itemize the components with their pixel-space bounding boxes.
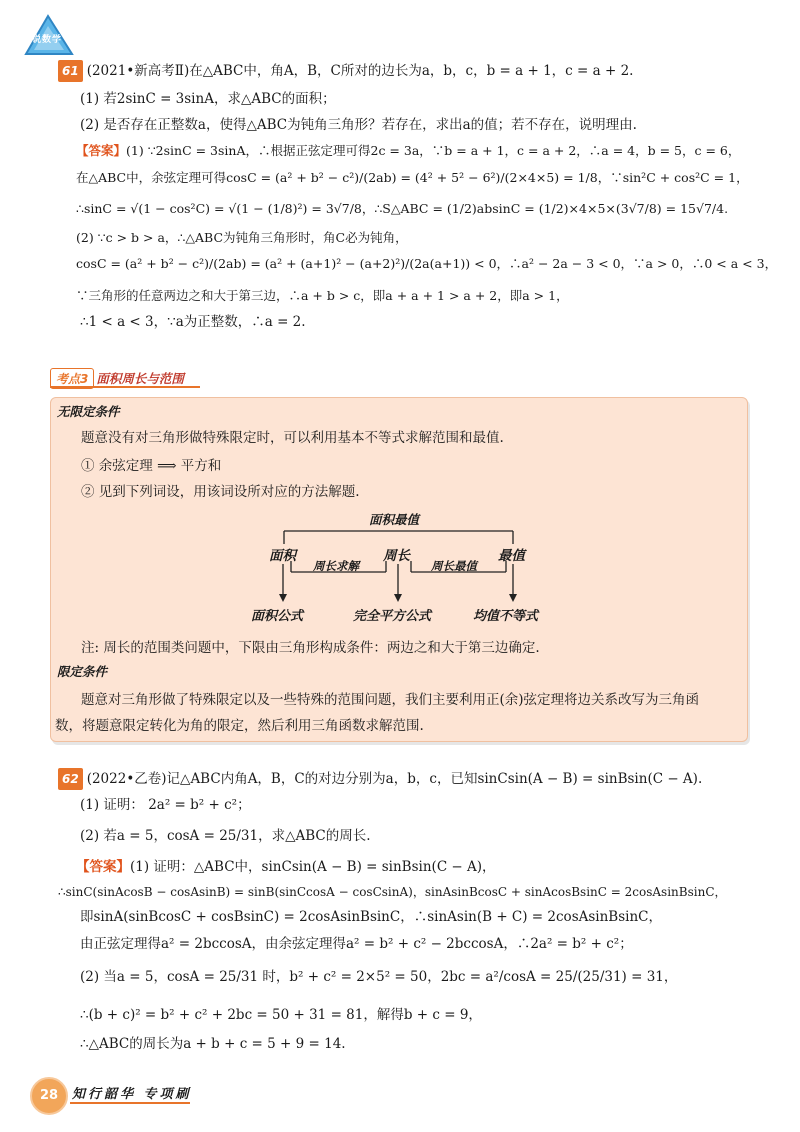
p61-a5: cosC = (a² + b² − c²)/(2ab) = (a² + (a+1)² − (a+2)²)/(2a(a+1)) < 0，∴a² − 2a − 3 < 0，∵a > 0，∴0 < a < 3， — [76, 256, 778, 271]
diagram-out-mid: 完全平方公式 — [353, 609, 432, 624]
p62-a6: ∴(b + c)² = b² + c² + 2bc = 50 + 31 = 81，解得b + c = 9， — [80, 1007, 482, 1023]
kaodian-tag: 考点3 — [50, 368, 94, 389]
p62-a3: 即sinA(sinBcosC + cosBsinC) = 2cosAsinBsinC，∴sinAsin(B + C) = 2cosAsinBsinC， — [80, 909, 662, 925]
diagram-out-right: 均值不等式 — [473, 609, 539, 624]
p61-stem — [58, 60, 633, 82]
page-number: 28 — [30, 1077, 68, 1115]
panel-line-5: 数，将题意限定转化为角的限定，然后利用三角函数求解范围. — [55, 718, 424, 734]
p61-a7: ∴1 < a < 3，∵a为正整数，∴a = 2. — [80, 314, 306, 330]
p62-stem-text: (2022•乙卷)记△ABC内角A，B，C的对边分别为a，b，c，已知sinCsin(A − B) = sinBsin(C − A). — [86, 771, 703, 787]
method-panel — [50, 397, 748, 742]
kaodian-rule — [50, 386, 200, 388]
footer-title: 知行韶华 专项刷 — [72, 1087, 192, 1102]
p62-badge: 62 — [58, 768, 83, 790]
p62-a1-text: (1) 证明：△ABC中，sinCsin(A − B) = sinBsin(C − A)， — [130, 859, 496, 875]
diagram-node-area: 面积 — [269, 548, 296, 564]
p61-stem-text: (2021•新高考Ⅱ)在△ABC中，角A，B，C所对的边长为a，b，c，b = a + 1，c = a + 2. — [86, 63, 634, 79]
footer-rule — [70, 1102, 190, 1104]
panel-heading-restricted: 限定条件 — [57, 664, 108, 679]
p62-stem — [58, 768, 702, 790]
p61-a2: 在△ABC中，余弦定理可得cosC = (a² + b² − c²)/(2ab) = (4² + 5² − 6²)/(2×4×5) = 1/8，∵sin²C + cos²C = 1， — [76, 170, 749, 185]
diagram-sub-right: 周长最值 — [431, 559, 477, 573]
diagram-out-left: 面积公式 — [251, 609, 304, 624]
panel-line-4: 题意对三角形做了特殊限定以及一些特殊的范围问题，我们主要利用正(余)弦定理将边关系改写为三角函 — [81, 692, 700, 708]
p61-a1-text: (1) ∵2sinC = 3sinA，∴根据正弦定理可得2c = 3a，∵b = a + 1，c = a + 2，∴a = 4，b = 5，c = 6， — [126, 143, 741, 158]
p61-a3: ∴sinC = √(1 − cos²C) = √(1 − (1/8)²) = 3√7/8，∴S△ABC = (1/2)absinC = (1/2)×4×5×(3√7/8) = 15√7/4. — [76, 201, 729, 216]
diagram-top-label: 面积最值 — [369, 512, 420, 527]
panel-line-2: ① 余弦定理 ⟹ 平方和 — [81, 458, 222, 474]
panel-line-1: 题意没有对三角形做特殊限定时，可以利用基本不等式求解范围和最值. — [81, 430, 504, 446]
p62-a7: ∴△ABC的周长为a + b + c = 5 + 9 = 14. — [80, 1036, 346, 1052]
p61-a6: ∵三角形的任意两边之和大于第三边，∴a + b > c，即a + a + 1 > a + 2，即a > 1， — [76, 288, 569, 303]
p62-q2: (2) 若a = 5，cosA = 25/31，求△ABC的周长. — [80, 828, 371, 844]
p62-a1 — [76, 857, 496, 877]
p62-a5: (2) 当a = 5，cosA = 25/31 时，b² + c² = 2×5² = 50，2bc = a²/cosA = 25/(25/31) = 31， — [80, 969, 678, 985]
diagram-sub-left: 周长求解 — [313, 559, 359, 573]
panel-note: 注: 周长的范围类问题中，下限由三角形构成条件：两边之和大于第三边确定. — [81, 640, 540, 656]
p62-a4: 由正弦定理得a² = 2bccosA，由余弦定理得a² = b² + c² − 2bccosA，∴2a² = b² + c²； — [80, 936, 633, 952]
panel-line-3: ② 见到下列词设，用该词设所对应的方法解题. — [81, 484, 360, 500]
logo-text: 说数学 — [32, 35, 63, 45]
logo — [22, 14, 74, 58]
diagram-node-extreme: 最值 — [498, 548, 525, 564]
p61-q1: (1) 若2sinC = 3sinA，求△ABC的面积； — [80, 91, 336, 107]
diagram-node-perimeter: 周长 — [383, 548, 410, 564]
kaodian-title: 面积周长与范围 — [96, 371, 184, 386]
p62-q1: (1) 证明： 2a² = b² + c²； — [80, 797, 251, 813]
panel-heading-unrestricted: 无限定条件 — [57, 404, 120, 419]
p61-q2: (2) 是否存在正整数a，使得△ABC为钝角三角形？若存在，求出a的值；若不存在，说明理由. — [80, 117, 637, 133]
p61-a4: (2) ∵c > b > a，∴△ABC为钝角三角形时，角C必为钝角， — [76, 230, 408, 245]
p61-answer-label: 【答案】 — [76, 143, 127, 158]
p62-answer-label: 【答案】 — [76, 859, 130, 875]
p61-a1 — [76, 141, 740, 161]
p61-badge: 61 — [58, 60, 83, 82]
p62-a2: ∴sinC(sinAcosB − cosAsinB) = sinB(sinCcosA − cosCsinA)，sinAsinBcosC + sinAcosBsinC = 2cosAsinBsinC， — [58, 885, 727, 899]
